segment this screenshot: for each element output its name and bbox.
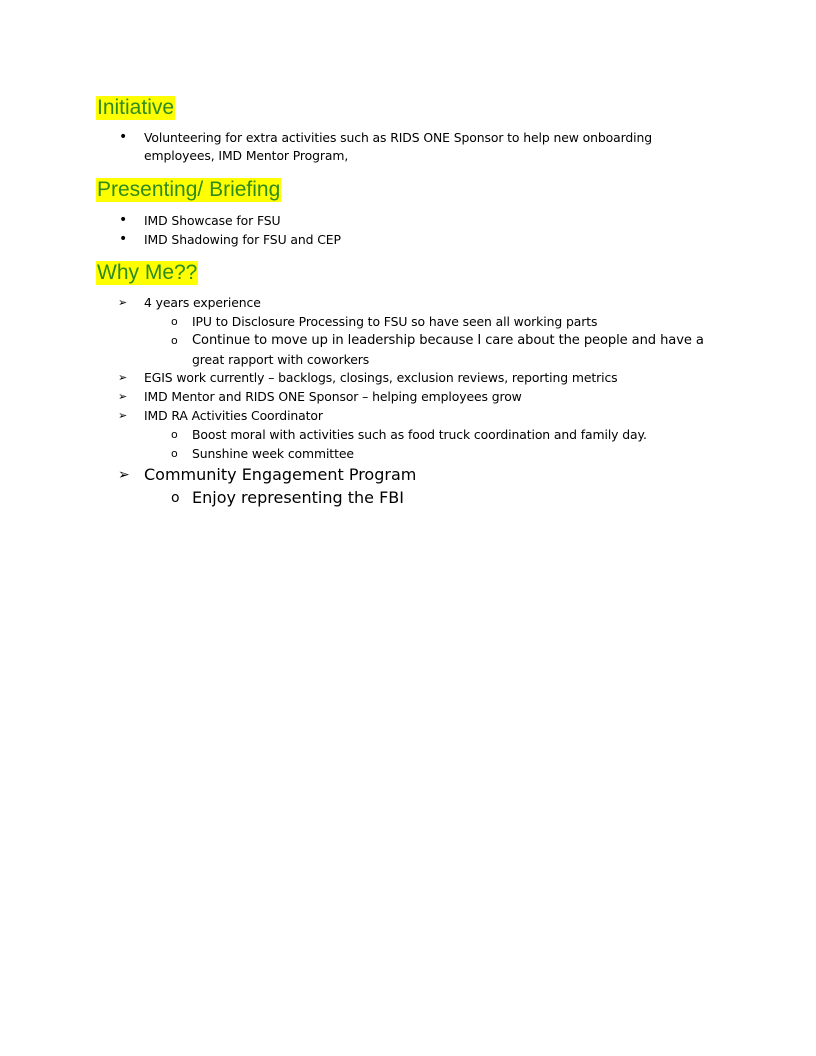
presenting-item: IMD Showcase for FSU (144, 213, 281, 228)
why-me-item: IMD Mentor and RIDS ONE Sponsor – helping employees grow (144, 389, 522, 404)
circle-bullet-icon: o (171, 447, 178, 460)
circle-bullet-icon: o (171, 490, 180, 506)
arrow-bullet-icon: ➢ (118, 296, 128, 309)
initiative-item-line2: employees, IMD Mentor Program, (144, 148, 349, 163)
circle-bullet-icon: o (171, 334, 178, 347)
presenting-item: IMD Shadowing for FSU and CEP (144, 232, 341, 247)
why-me-item: IMD RA Activities Coordinator (144, 408, 323, 423)
arrow-bullet-icon: ➢ (118, 467, 130, 483)
heading-presenting-briefing: Presenting/ Briefing (97, 178, 281, 201)
arrow-bullet-icon: ➢ (118, 371, 128, 384)
why-me-subitem: Sunshine week committee (192, 446, 354, 461)
arrow-bullet-icon: ➢ (118, 390, 128, 403)
why-me-subitem: IPU to Disclosure Processing to FSU so have seen all working parts (192, 314, 598, 329)
bullet-icon: • (119, 212, 128, 228)
bullet-icon: • (119, 129, 128, 145)
circle-bullet-icon: o (171, 428, 178, 441)
circle-bullet-icon: o (171, 315, 178, 328)
bullet-icon: • (119, 231, 128, 247)
arrow-bullet-icon: ➢ (118, 409, 128, 422)
heading-why-me: Why Me?? (97, 261, 198, 284)
why-me-item: 4 years experience (144, 295, 261, 310)
why-me-subitem: Enjoy representing the FBI (192, 488, 404, 507)
heading-initiative: Initiative (97, 96, 175, 119)
initiative-item-line1: Volunteering for extra activities such as RIDS ONE Sponsor to help new onboarding (144, 130, 652, 145)
why-me-subitem: Boost moral with activities such as food truck coordination and family day. (192, 427, 647, 442)
why-me-item: Community Engagement Program (144, 465, 417, 484)
why-me-subitem-line1: Continue to move up in leadership because I care about the people and have a (192, 333, 704, 348)
why-me-item: EGIS work currently – backlogs, closings, exclusion reviews, reporting metrics (144, 370, 618, 385)
why-me-subitem-line2: great rapport with coworkers (192, 352, 370, 367)
